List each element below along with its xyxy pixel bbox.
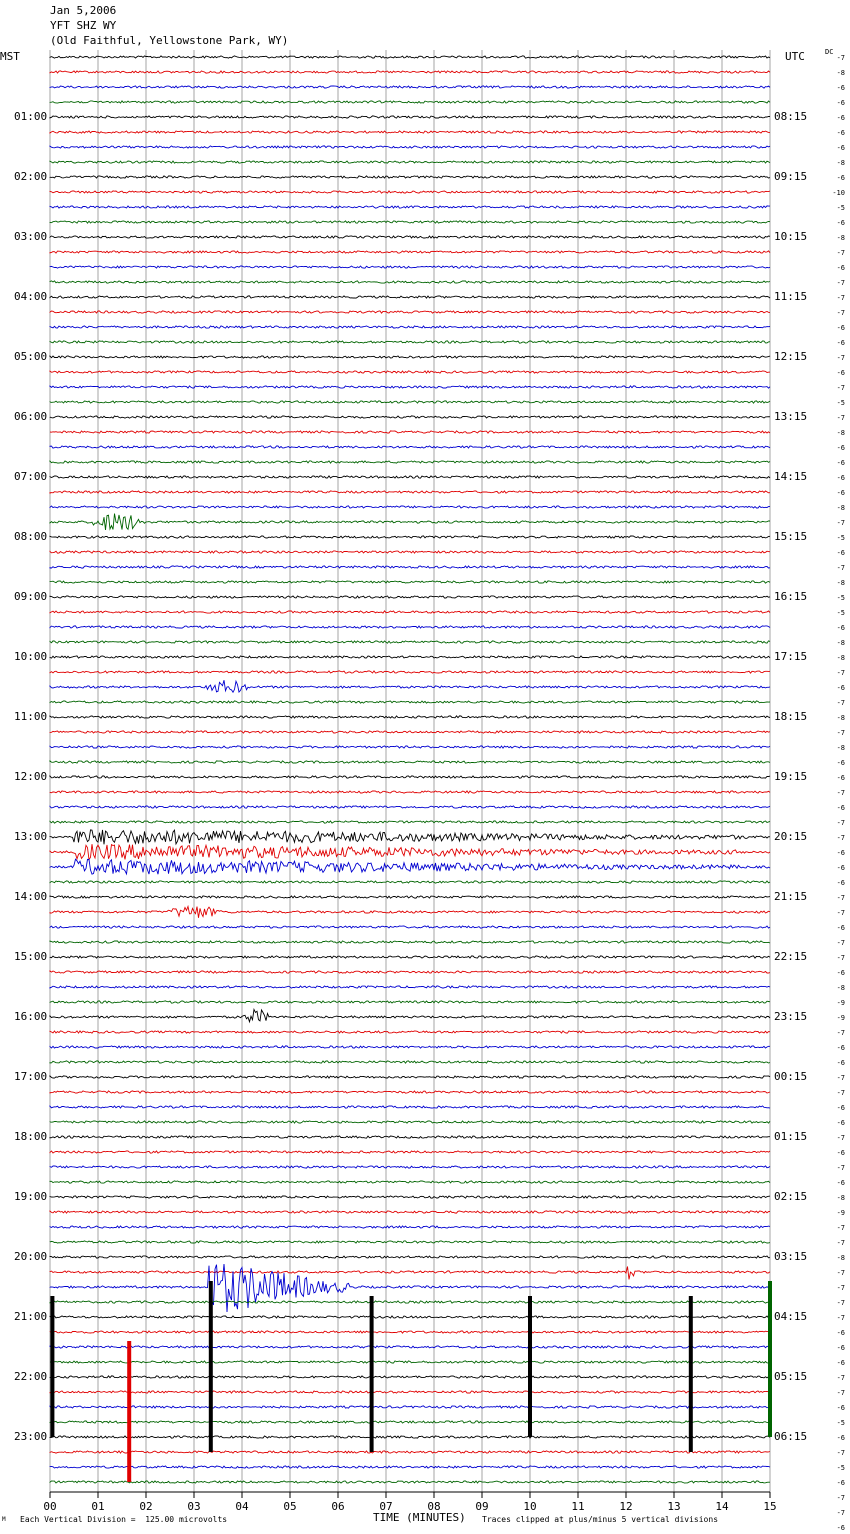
dc-offset-label: -7: [836, 1284, 845, 1292]
left-hour-label: 12:00: [14, 770, 48, 783]
dc-offset-label: -7: [836, 1299, 845, 1307]
trace-93: [50, 1451, 770, 1453]
clipped-spike-3: [370, 1296, 374, 1452]
dc-offset-label: -6: [836, 99, 845, 107]
dc-offset-label: -6: [836, 339, 845, 347]
dc-offset-label: -7: [836, 519, 845, 527]
dc-offset-label: -7: [836, 1029, 845, 1037]
dc-offset-label: -6: [836, 774, 845, 782]
right-hour-label: 06:15: [774, 1430, 808, 1443]
seismic-traces: [50, 56, 770, 1483]
dc-offset-label: -8: [836, 1194, 845, 1202]
right-hour-label: 02:15: [774, 1190, 808, 1203]
trace-1: [50, 71, 770, 73]
dc-offset-label: -6: [836, 759, 845, 767]
right-hour-label: 17:15: [774, 650, 808, 663]
trace-57: [50, 907, 770, 918]
trace-62: [50, 986, 770, 988]
left-hour-label: 14:00: [14, 890, 48, 903]
left-hour-label: 10:00: [14, 650, 48, 663]
dc-offset-label: -6: [836, 1329, 845, 1337]
x-axis-label: TIME (MINUTES): [373, 1511, 466, 1524]
dc-offset-label: -7: [836, 1494, 845, 1502]
dc-offset-label: -6: [836, 459, 845, 467]
x-tick-label: 11: [571, 1500, 585, 1513]
dc-offset-label: -6: [836, 144, 845, 152]
trace-24: [50, 416, 770, 418]
trace-64: [50, 1010, 770, 1022]
trace-71: [50, 1121, 770, 1123]
left-hour-label: 18:00: [14, 1130, 48, 1143]
trace-91: [50, 1421, 770, 1423]
right-hour-label: 15:15: [774, 530, 808, 543]
left-hour-label: 04:00: [14, 290, 48, 303]
trace-32: [50, 536, 770, 538]
right-hour-label: 16:15: [774, 590, 808, 603]
trace-15: [50, 281, 770, 283]
dc-offset-label: -7: [836, 1239, 845, 1247]
x-axis: [43, 1492, 776, 1513]
trace-85: [50, 1331, 770, 1333]
left-timezone-label: MST: [0, 50, 20, 63]
left-hour-label: 13:00: [14, 830, 48, 843]
x-tick-label: 03: [187, 1500, 201, 1513]
dc-offset-label: -7: [836, 1509, 845, 1517]
trace-30: [50, 506, 770, 508]
trace-6: [50, 146, 770, 148]
dc-offset-label: -7: [836, 834, 845, 842]
trace-70: [50, 1106, 770, 1108]
dc-offset-label: -8: [836, 579, 845, 587]
clipped-spike-2: [209, 1281, 213, 1452]
right-hour-label: 21:15: [774, 890, 808, 903]
header-date: Jan 5,2006: [50, 4, 117, 17]
trace-89: [50, 1391, 770, 1393]
trace-68: [50, 1076, 770, 1078]
dc-offset-label: -7: [836, 1449, 845, 1457]
dc-offset-label: -8: [836, 714, 845, 722]
trace-40: [50, 656, 770, 658]
trace-55: [50, 881, 770, 883]
dc-offset-label: -8: [836, 984, 845, 992]
dc-offset-label: -6: [836, 1524, 845, 1532]
dc-offset-label: -5: [836, 399, 845, 407]
trace-31: [50, 514, 770, 530]
right-hour-label: 03:15: [774, 1250, 808, 1263]
trace-8: [50, 176, 770, 178]
dc-offset-label: -7: [836, 294, 845, 302]
trace-38: [50, 626, 770, 628]
dc-offset-label: -9: [836, 1014, 845, 1022]
trace-67: [50, 1061, 770, 1063]
dc-offset-label: -7: [836, 354, 845, 362]
dc-offset-label: -5: [836, 594, 845, 602]
left-hour-label: 23:00: [14, 1430, 48, 1443]
dc-offset-label: -6: [836, 1344, 845, 1352]
right-hour-label: 12:15: [774, 350, 808, 363]
dc-offset-labels: [824, 54, 845, 1534]
dc-offset-label: -7: [836, 1389, 845, 1397]
dc-offset-label: -10: [832, 189, 845, 197]
trace-84: [50, 1316, 770, 1318]
dc-offset-label: -7: [836, 1269, 845, 1277]
dc-offset-label: -7: [836, 729, 845, 737]
dc-offset-label: -7: [836, 564, 845, 572]
trace-43: [50, 701, 770, 703]
x-tick-label: 09: [475, 1500, 489, 1513]
dc-offset-label: -5: [836, 609, 845, 617]
header-location: (Old Faithful, Yellowstone Park, WY): [50, 34, 289, 47]
x-tick-label: 14: [715, 1500, 729, 1513]
trace-4: [50, 116, 770, 118]
trace-74: [50, 1166, 770, 1168]
left-hour-label: 11:00: [14, 710, 48, 723]
trace-33: [50, 551, 770, 553]
trace-20: [50, 356, 770, 358]
dc-offset-label: -9: [836, 999, 845, 1007]
dc-offset-label: -6: [836, 804, 845, 812]
left-hour-label: 22:00: [14, 1370, 48, 1383]
dc-offset-label: -6: [836, 1359, 845, 1367]
dc-offset-label: -7: [836, 249, 845, 257]
dc-offset-label: -8: [836, 654, 845, 662]
x-tick-label: 01: [91, 1500, 105, 1513]
trace-19: [50, 341, 770, 343]
x-tick-label: 08: [427, 1500, 441, 1513]
scale-note: Each Vertical Division = 125.00 microvolts: [20, 1515, 228, 1524]
trace-44: [50, 716, 770, 718]
dc-offset-label: -6: [836, 924, 845, 932]
trace-63: [50, 1001, 770, 1003]
left-hour-label: 20:00: [14, 1250, 48, 1263]
x-tick-label: 04: [235, 1500, 249, 1513]
right-hour-label: 14:15: [774, 470, 808, 483]
clipped-spike-4: [528, 1296, 532, 1437]
trace-2: [50, 86, 770, 88]
trace-58: [50, 926, 770, 928]
trace-65: [50, 1031, 770, 1033]
dc-offset-label: -7: [836, 279, 845, 287]
trace-88: [50, 1376, 770, 1378]
trace-87: [50, 1361, 770, 1363]
x-tick-label: 06: [331, 1500, 345, 1513]
dc-offset-label: -6: [836, 1044, 845, 1052]
dc-offset-label: -6: [836, 1404, 845, 1412]
trace-0: [50, 56, 770, 58]
clipped-spike-5: [689, 1296, 693, 1452]
left-hour-label: 21:00: [14, 1310, 48, 1323]
right-timezone-label: UTC: [785, 50, 805, 63]
trace-41: [50, 671, 770, 673]
dc-offset-label: -5: [836, 1464, 845, 1472]
dc-offset-label: -6: [836, 474, 845, 482]
trace-47: [50, 761, 770, 763]
trace-51: [50, 821, 770, 823]
dc-offset-label: -6: [836, 369, 845, 377]
trace-77: [50, 1211, 770, 1213]
dc-offset-label: -7: [836, 699, 845, 707]
trace-11: [50, 221, 770, 223]
dc-offset-label: -8: [836, 159, 845, 167]
trace-60: [50, 956, 770, 958]
left-hour-label: 03:00: [14, 230, 48, 243]
clip-note: Traces clipped at plus/minus 5 vertical divisions: [482, 1515, 719, 1524]
right-hour-label: 04:15: [774, 1310, 808, 1323]
dc-offset-label: -6: [836, 219, 845, 227]
trace-78: [50, 1226, 770, 1228]
trace-12: [50, 236, 770, 238]
dc-offset-label: -6: [836, 1149, 845, 1157]
x-tick-label: 00: [43, 1500, 57, 1513]
trace-49: [50, 791, 770, 793]
trace-95: [50, 1481, 770, 1483]
dc-offset-label: -6: [836, 444, 845, 452]
dc-offset-label: -6: [836, 264, 845, 272]
dc-offset-label: -7: [836, 669, 845, 677]
dc-offset-label: -7: [836, 54, 845, 62]
trace-73: [50, 1151, 770, 1153]
trace-13: [50, 251, 770, 253]
trace-28: [50, 476, 770, 478]
x-tick-label: 15: [763, 1500, 777, 1513]
dc-offset-label: -6: [836, 879, 845, 887]
trace-23: [50, 401, 770, 403]
dc-offset-label: -5: [836, 534, 845, 542]
trace-16: [50, 296, 770, 298]
dc-offset-label: -6: [836, 1119, 845, 1127]
clipped-spike-0: [50, 1296, 54, 1437]
trace-29: [50, 491, 770, 493]
trace-80: [50, 1256, 770, 1258]
trace-50: [50, 806, 770, 808]
dc-label: DC: [825, 48, 834, 56]
trace-25: [50, 431, 770, 433]
trace-75: [50, 1181, 770, 1183]
trace-22: [50, 386, 770, 388]
trace-10: [50, 206, 770, 208]
trace-53: [50, 844, 770, 860]
dc-offset-label: -8: [836, 1254, 845, 1262]
dc-offset-label: -5: [836, 204, 845, 212]
trace-66: [50, 1046, 770, 1048]
trace-34: [50, 566, 770, 568]
trace-48: [50, 776, 770, 778]
dc-offset-label: -6: [836, 549, 845, 557]
dc-offset-label: -8: [836, 69, 845, 77]
left-hour-label: 07:00: [14, 470, 48, 483]
dc-offset-label: -6: [836, 849, 845, 857]
trace-39: [50, 641, 770, 643]
dc-offset-label: -7: [836, 939, 845, 947]
right-hour-label: 22:15: [774, 950, 808, 963]
right-hour-label: 00:15: [774, 1070, 808, 1083]
clipped-spike-1: [127, 1341, 131, 1482]
dc-offset-label: -8: [836, 639, 845, 647]
trace-18: [50, 326, 770, 328]
dc-offset-label: -8: [836, 429, 845, 437]
dc-offset-label: -7: [836, 309, 845, 317]
dc-offset-label: -6: [836, 864, 845, 872]
dc-offset-label: -7: [836, 1314, 845, 1322]
trace-56: [50, 896, 770, 898]
right-hour-label: 10:15: [774, 230, 808, 243]
dc-offset-label: -6: [836, 1479, 845, 1487]
dc-offset-label: -7: [836, 414, 845, 422]
dc-offset-label: -8: [836, 234, 845, 242]
trace-94: [50, 1466, 770, 1468]
dc-offset-label: -8: [836, 504, 845, 512]
trace-76: [50, 1196, 770, 1198]
dc-offset-label: -7: [836, 1074, 845, 1082]
trace-45: [50, 731, 770, 733]
x-tick-label: 13: [667, 1500, 681, 1513]
dc-offset-label: -6: [836, 1434, 845, 1442]
trace-14: [50, 266, 770, 268]
right-hour-label: 13:15: [774, 410, 808, 423]
trace-3: [50, 101, 770, 103]
right-hour-label: 11:15: [774, 290, 808, 303]
trace-42: [50, 680, 770, 692]
right-hour-label: 23:15: [774, 1010, 808, 1023]
dc-offset-label: -6: [836, 114, 845, 122]
dc-offset-label: -7: [836, 789, 845, 797]
trace-90: [50, 1406, 770, 1408]
trace-52: [50, 830, 770, 844]
x-tick-label: 10: [523, 1500, 537, 1513]
clipped-spike-6: [768, 1281, 772, 1437]
x-tick-label: 05: [283, 1500, 297, 1513]
left-hour-label: 01:00: [14, 110, 48, 123]
x-tick-label: 12: [619, 1500, 633, 1513]
left-hour-label: 02:00: [14, 170, 48, 183]
dc-offset-label: -7: [836, 1134, 845, 1142]
dc-offset-label: -7: [836, 894, 845, 902]
footer-mark: M: [2, 1516, 6, 1523]
dc-offset-label: -7: [836, 819, 845, 827]
trace-92: [50, 1436, 770, 1438]
trace-54: [50, 859, 770, 874]
trace-35: [50, 581, 770, 583]
left-hour-label: 19:00: [14, 1190, 48, 1203]
trace-7: [50, 161, 770, 163]
dc-offset-label: -7: [836, 909, 845, 917]
right-hour-label: 01:15: [774, 1130, 808, 1143]
trace-81: [50, 1267, 770, 1280]
x-tick-label: 07: [379, 1500, 393, 1513]
dc-offset-label: -7: [836, 1089, 845, 1097]
trace-26: [50, 446, 770, 448]
trace-5: [50, 131, 770, 133]
trace-46: [50, 746, 770, 748]
header-station: YFT SHZ WY: [50, 19, 117, 32]
dc-offset-label: -7: [836, 954, 845, 962]
dc-offset-label: -6: [836, 129, 845, 137]
trace-86: [50, 1346, 770, 1348]
right-hour-label: 18:15: [774, 710, 808, 723]
left-hour-label: 16:00: [14, 1010, 48, 1023]
dc-offset-label: -6: [836, 1104, 845, 1112]
x-tick-label: 02: [139, 1500, 153, 1513]
trace-27: [50, 461, 770, 463]
left-hour-label: 09:00: [14, 590, 48, 603]
right-hour-label: 19:15: [774, 770, 808, 783]
left-hour-label: 17:00: [14, 1070, 48, 1083]
trace-36: [50, 596, 770, 598]
dc-offset-label: -6: [836, 489, 845, 497]
dc-offset-label: -7: [836, 1374, 845, 1382]
trace-9: [50, 191, 770, 193]
trace-17: [50, 311, 770, 313]
left-hour-label: 08:00: [14, 530, 48, 543]
dc-offset-label: -7: [836, 1224, 845, 1232]
dc-offset-label: -7: [836, 384, 845, 392]
trace-37: [50, 611, 770, 613]
left-hour-label: 06:00: [14, 410, 48, 423]
right-hour-label: 05:15: [774, 1370, 808, 1383]
dc-offset-label: -6: [836, 84, 845, 92]
right-hour-label: 09:15: [774, 170, 808, 183]
left-hour-label: 05:00: [14, 350, 48, 363]
trace-59: [50, 941, 770, 943]
right-hour-label: 08:15: [774, 110, 808, 123]
trace-83: [50, 1301, 770, 1303]
left-hour-label: 15:00: [14, 950, 48, 963]
dc-offset-label: -9: [836, 1209, 845, 1217]
dc-offset-label: -5: [836, 1419, 845, 1427]
dc-offset-label: -6: [836, 1059, 845, 1067]
trace-69: [50, 1091, 770, 1093]
dc-offset-label: -6: [836, 684, 845, 692]
trace-61: [50, 971, 770, 973]
dc-offset-label: -6: [836, 624, 845, 632]
dc-offset-label: -6: [836, 1179, 845, 1187]
trace-72: [50, 1136, 770, 1138]
dc-offset-label: -6: [836, 969, 845, 977]
dc-offset-label: -6: [836, 174, 845, 182]
dc-offset-label: -8: [836, 744, 845, 752]
trace-21: [50, 371, 770, 373]
dc-offset-label: -6: [836, 324, 845, 332]
dc-offset-label: -7: [836, 1164, 845, 1172]
trace-79: [50, 1241, 770, 1243]
right-hour-label: 20:15: [774, 830, 808, 843]
